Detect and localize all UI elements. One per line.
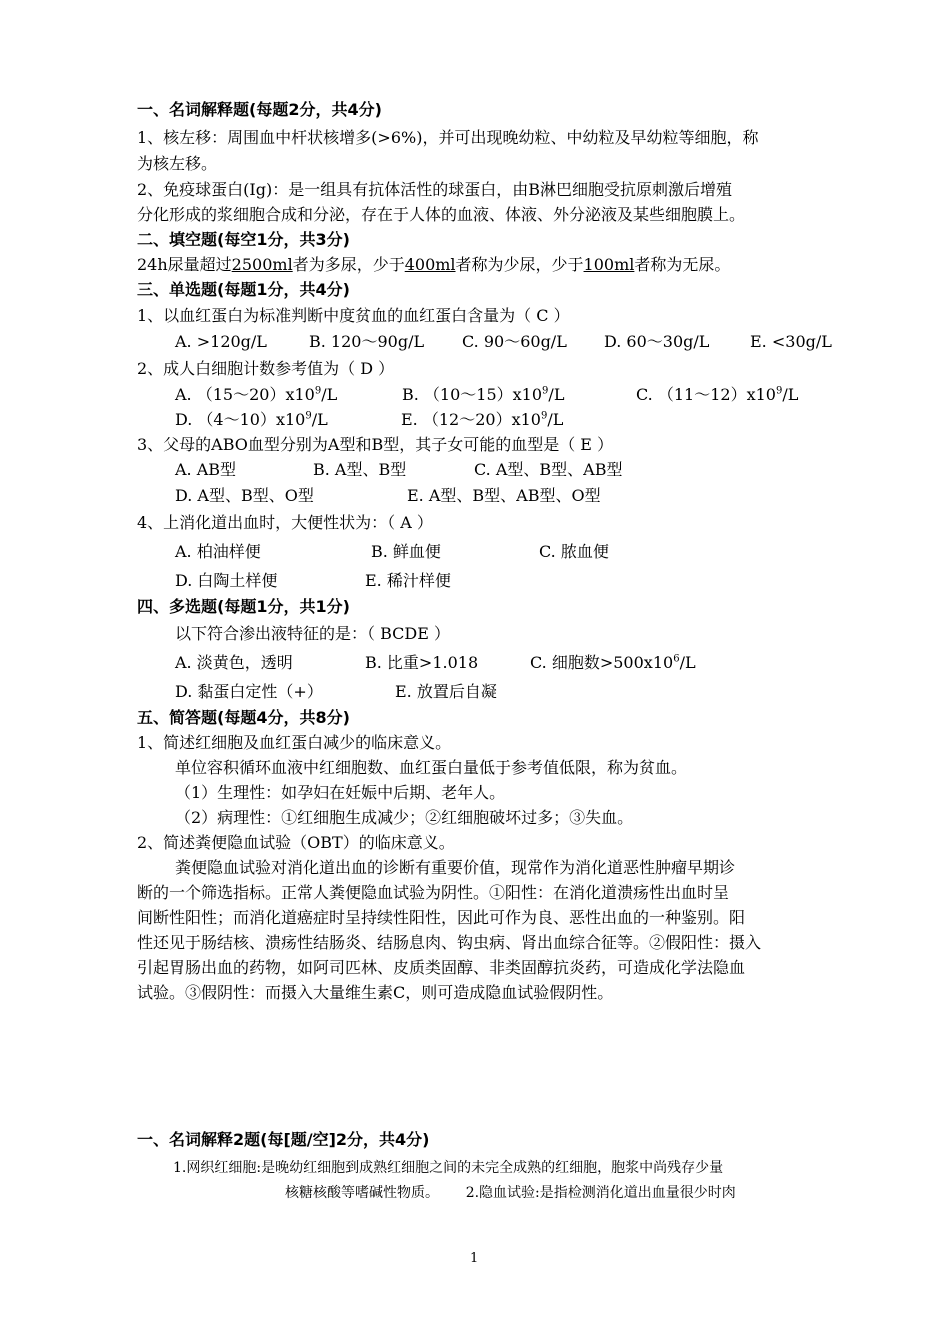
fill-blank-text-4: 者称为无尿。	[634, 255, 731, 274]
short-answer-q1: 1、简述红细胞及血红蛋白减少的临床意义。	[137, 733, 452, 752]
q4-option-d: D. 白陶土样便	[175, 571, 278, 590]
q3-option-c: C. A型、B型、AB型	[474, 460, 623, 479]
page-number: 1	[470, 1251, 479, 1266]
q2-option-c-text: C. （11～12）x10	[636, 385, 776, 404]
section-title-definitions: 一、名词解释题(每题2分，共4分)	[137, 100, 382, 119]
q3-option-d: D. A型、B型、O型	[175, 486, 314, 505]
mc-option-c	[530, 653, 696, 673]
mc-option-e: E. 放置后自凝	[395, 682, 497, 701]
mc-option-c-text: C. 细胞数>500x10	[530, 653, 674, 672]
definition-1-line-1: 1、核左移：周围血中杆状核增多(>6%)，并可出现晚幼粒、中幼粒及早幼粒等细胞，称	[137, 128, 759, 147]
short-answer-q2-line-1: 粪便隐血试验对消化道出血的诊断有重要价值，现常作为消化道恶性肿瘤早期诊	[175, 858, 736, 877]
q2-option-e-unit: /L	[547, 410, 564, 429]
fill-blank-answer-2: 400ml	[404, 255, 456, 274]
fill-blank-answer-3: 100ml	[583, 255, 635, 274]
q2-option-c	[636, 385, 798, 405]
short-answer-q2-line-6: 试验。③假阴性：而摄入大量维生素C，则可造成隐血试验假阴性。	[137, 983, 614, 1002]
q2-option-b-text: B. （10～15）x10	[402, 385, 543, 404]
q4-option-e: E. 稀汁样便	[365, 571, 451, 590]
q4-option-b: B. 鲜血便	[371, 542, 441, 561]
fill-blank-text-1: 24h尿量超过	[137, 255, 232, 274]
q2-option-e-exponent: 9	[540, 410, 548, 422]
q2-option-d-exponent: 9	[305, 410, 312, 422]
short-answer-q2-line-3: 间断性阳性；而消化道癌症时呈持续性阳性，因此可作为良、恶性出血的一种鉴别。阳	[137, 908, 746, 927]
fill-blank-text-3: 者称为少尿，少于	[455, 255, 584, 274]
definition-1-line-2: 为核左移。	[137, 154, 218, 173]
section-title-multiple-choice: 四、多选题(每题1分，共1分)	[137, 597, 350, 616]
short-answer-q1-line-3: （2）病理性：①红细胞生成减少；②红细胞破坏过多；③失血。	[175, 808, 634, 827]
short-answer-q2-line-5: 引起胃肠出血的药物，如阿司匹林、皮质类固醇、非类固醇抗炎药，可造成化学法隐血	[137, 958, 746, 977]
mc-option-b: B. 比重>1.018	[365, 653, 479, 672]
q2-option-a-text: A. （15～20）x10	[175, 385, 315, 404]
fill-blank-answer-1: 2500ml	[231, 255, 293, 274]
definition-reticulocyte-line-2: 核糖核酸等嗜碱性物质。 2.隐血试验:是指检测消化道出血量很少时肉	[285, 1185, 736, 1201]
q2-option-b-unit: /L	[548, 385, 565, 404]
q1-option-c: C. 90～60g/L	[462, 332, 567, 351]
q2-option-a-exponent: 9	[314, 385, 322, 397]
q1-option-b: B. 120～90g/L	[309, 332, 425, 351]
single-choice-q3: 3、父母的ABO血型分别为A型和B型，其子女可能的血型是（ E ）	[137, 435, 614, 454]
q2-option-a	[175, 385, 337, 405]
q2-option-c-exponent: 9	[775, 385, 783, 397]
short-answer-q1-line-2: （1）生理性：如孕妇在妊娠中后期、老年人。	[175, 783, 506, 802]
q2-option-b	[402, 385, 564, 405]
q3-option-a: A. AB型	[175, 460, 237, 479]
q2-option-c-unit: /L	[782, 385, 799, 404]
q4-option-c: C. 脓血便	[539, 542, 609, 561]
mc-option-d: D. 黏蛋白定性（+）	[175, 682, 323, 701]
q3-option-b: B. A型、B型	[313, 460, 407, 479]
fill-blank-sentence	[137, 255, 730, 275]
q1-option-e: E. <30g/L	[750, 332, 832, 351]
section-title-short-answer: 五、简答题(每题4分，共8分)	[137, 708, 350, 727]
mc-option-c-exponent: 6	[673, 653, 680, 665]
section-title-definitions-2: 一、名词解释2题(每[题/空]2分，共4分)	[137, 1130, 430, 1149]
definition-2-line-1: 2、免疫球蛋白(Ig)：是一组具有抗体活性的球蛋白，由B淋巴细胞受抗原刺激后增殖	[137, 180, 732, 199]
single-choice-q2: 2、成人白细胞计数参考值为（ D ）	[137, 359, 395, 378]
short-answer-q2-line-4: 性还见于肠结核、溃疡性结肠炎、结肠息肉、钩虫病、肾出血综合征等。②假阳性：摄入	[137, 933, 762, 952]
definition-2-line-2: 分化形成的浆细胞合成和分泌，存在于人体的血液、体液、外分泌液及某些细胞膜上。	[137, 205, 746, 224]
q1-option-d: D. 60～30g/L	[604, 332, 710, 351]
q2-option-a-unit: /L	[321, 385, 338, 404]
q2-option-e	[401, 410, 563, 430]
q2-option-b-exponent: 9	[542, 385, 549, 397]
fill-blank-text-2: 者为多尿，少于	[292, 255, 405, 274]
short-answer-q2: 2、简述粪便隐血试验（OBT）的临床意义。	[137, 833, 455, 852]
section-title-fill-blank: 二、填空题(每空1分，共3分)	[137, 230, 350, 249]
q2-option-d	[175, 410, 328, 430]
mc-option-c-unit: /L	[679, 653, 696, 672]
short-answer-q2-line-2: 断的一个筛选指标。正常人粪便隐血试验为阴性。①阳性：在消化道溃疡性出血时呈	[137, 883, 730, 902]
q4-option-a: A. 柏油样便	[175, 542, 261, 561]
single-choice-q1: 1、以血红蛋白为标准判断中度贫血的血红蛋白含量为（ C ）	[137, 306, 570, 325]
q2-option-d-unit: /L	[311, 410, 328, 429]
q2-option-d-text: D. （4～10）x10	[175, 410, 306, 429]
q3-option-e: E. A型、B型、AB型、O型	[407, 486, 601, 505]
q2-option-e-text: E. （12～20）x10	[401, 410, 541, 429]
section-title-single-choice: 三、单选题(每题1分，共4分)	[137, 280, 350, 299]
mc-option-a: A. 淡黄色，透明	[175, 653, 293, 672]
single-choice-q4: 4、上消化道出血时，大便性状为：（ A ）	[137, 513, 433, 532]
definition-reticulocyte-line-1: 1.网织红细胞:是晚幼红细胞到成熟红细胞之间的未完全成熟的红细胞，胞浆中尚残存少量	[173, 1160, 724, 1176]
multiple-choice-question: 以下符合渗出液特征的是：（ BCDE ）	[175, 624, 450, 643]
short-answer-q1-line-1: 单位容积循环血液中红细胞数、血红蛋白量低于参考值低限，称为贫血。	[175, 758, 688, 777]
q1-option-a: A. >120g/L	[175, 332, 267, 351]
